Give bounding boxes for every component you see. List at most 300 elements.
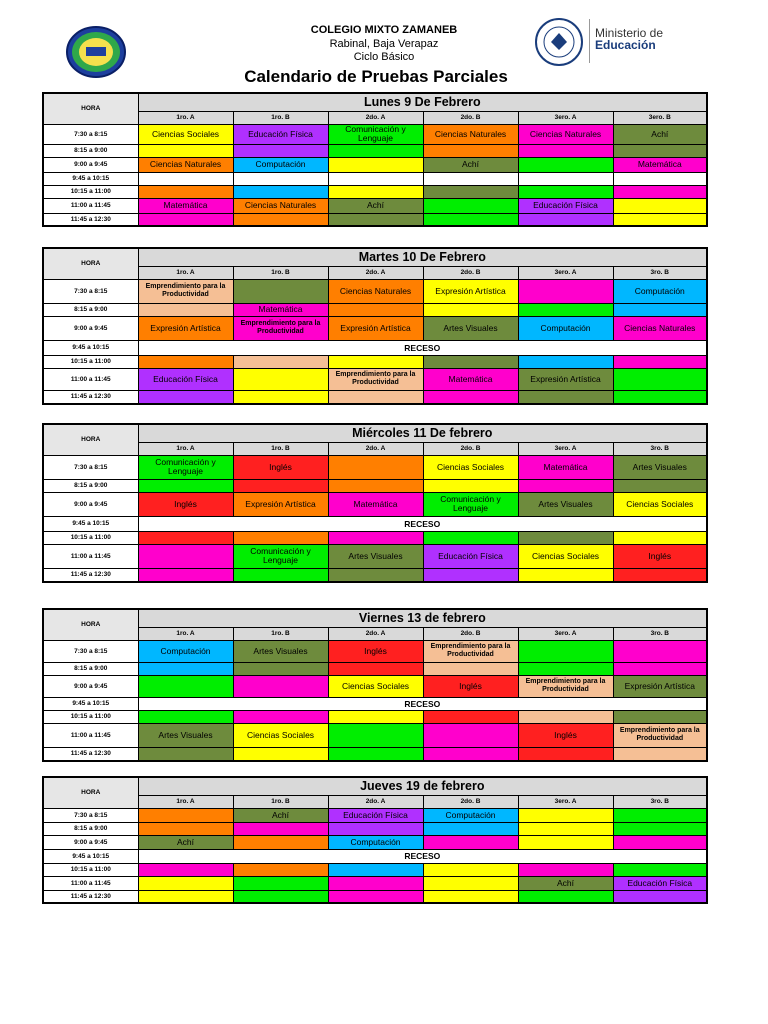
empty-cell (613, 710, 707, 723)
empty-cell (613, 368, 707, 390)
empty-cell (518, 662, 613, 675)
subject-cell: Matemática (328, 492, 423, 516)
grade-header: 3ro. B (613, 627, 707, 640)
time-slot: 9:00 a 9:45 (43, 675, 138, 697)
grade-header: 3ro. B (613, 442, 707, 455)
subject-cell: Matemática (613, 157, 707, 172)
time-slot: 9:45 a 10:15 (43, 340, 138, 355)
empty-cell (613, 568, 707, 582)
empty-cell (423, 890, 518, 903)
ministry-seal-icon (533, 17, 585, 67)
empty-cell (613, 822, 707, 835)
subject-cell: Emprendimiento para la Productividad (328, 368, 423, 390)
subject-cell: Artes Visuales (423, 316, 518, 340)
subject-cell: Achí (138, 835, 233, 849)
schedule-row (43, 492, 707, 516)
empty-cell (233, 185, 328, 198)
time-slot: 11:45 a 12:30 (43, 568, 138, 582)
schedule-row (43, 662, 707, 675)
time-slot: 9:45 a 10:15 (43, 172, 138, 185)
empty-cell (518, 144, 613, 157)
subject-cell: Matemática (233, 303, 328, 316)
empty-cell (518, 568, 613, 582)
empty-cell (423, 198, 518, 213)
time-slot: 7:30 a 8:15 (43, 455, 138, 479)
schedule-row (43, 531, 707, 544)
page-title: Calendario de Pruebas Parciales (244, 67, 508, 86)
time-slot: 8:15 a 9:00 (43, 144, 138, 157)
empty-cell (328, 172, 423, 185)
schedule-row (43, 144, 707, 157)
grade-header: 3ro. B (613, 795, 707, 808)
empty-cell (518, 710, 613, 723)
empty-cell (328, 710, 423, 723)
subject-cell: Artes Visuales (138, 723, 233, 747)
grade-header: 2do. B (423, 442, 518, 455)
schedule-row (43, 675, 707, 697)
empty-cell (613, 640, 707, 662)
schedule-table (42, 423, 708, 583)
empty-cell (613, 144, 707, 157)
empty-cell (138, 531, 233, 544)
empty-cell (138, 747, 233, 761)
empty-cell (613, 808, 707, 822)
subject-cell: Ciencias Sociales (423, 455, 518, 479)
empty-cell (328, 479, 423, 492)
empty-cell (328, 303, 423, 316)
schedule-row (43, 710, 707, 723)
subject-cell: Matemática (518, 455, 613, 479)
subject-cell: Artes Visuales (328, 544, 423, 568)
empty-cell (518, 835, 613, 849)
subject-cell: Computación (138, 640, 233, 662)
empty-cell (138, 144, 233, 157)
page-header (0, 0, 768, 92)
empty-cell (138, 863, 233, 876)
ministry-logo (533, 17, 683, 67)
empty-cell (138, 568, 233, 582)
subject-cell: Achí (233, 808, 328, 822)
grade-header: 3ero. A (518, 266, 613, 279)
time-slot: 8:15 a 9:00 (43, 479, 138, 492)
schedule-row (43, 835, 707, 849)
empty-cell (233, 213, 328, 226)
hora-header: HORA (43, 424, 138, 455)
empty-cell (613, 890, 707, 903)
grade-header: 1ro. B (233, 266, 328, 279)
grade-header: 1ro. B (233, 111, 328, 124)
grade-header: 1ro. B (233, 442, 328, 455)
subject-cell: Educación Física (233, 124, 328, 144)
grade-header: 1ro. A (138, 627, 233, 640)
subject-cell: Educación Física (518, 198, 613, 213)
empty-cell (423, 568, 518, 582)
subject-cell: Comunicación y Lenguaje (423, 492, 518, 516)
schedule-row (43, 808, 707, 822)
subject-cell: Emprendimiento para la Productividad (233, 316, 328, 340)
schedule-row (43, 368, 707, 390)
empty-cell (328, 662, 423, 675)
empty-cell (423, 355, 518, 368)
empty-cell (613, 835, 707, 849)
empty-cell (233, 531, 328, 544)
subject-cell: Inglés (518, 723, 613, 747)
empty-cell (233, 368, 328, 390)
empty-cell (233, 390, 328, 404)
empty-cell (138, 390, 233, 404)
empty-cell (138, 479, 233, 492)
empty-cell (138, 355, 233, 368)
empty-cell (233, 662, 328, 675)
subject-cell: Computación (233, 157, 328, 172)
grade-header: 2do. A (328, 111, 423, 124)
time-slot: 11:45 a 12:30 (43, 390, 138, 404)
grade-header: 2do. B (423, 266, 518, 279)
empty-cell (423, 213, 518, 226)
subject-cell: Emprendimiento para la Productividad (423, 640, 518, 662)
subject-cell: Computación (518, 316, 613, 340)
empty-cell (613, 185, 707, 198)
empty-cell (518, 890, 613, 903)
schedule-row (43, 568, 707, 582)
empty-cell (423, 479, 518, 492)
empty-cell (423, 835, 518, 849)
grade-header: 3ero. A (518, 111, 613, 124)
empty-cell (328, 185, 423, 198)
subject-cell: Inglés (233, 455, 328, 479)
schedule-row (43, 863, 707, 876)
time-slot: 11:00 a 11:45 (43, 368, 138, 390)
grade-header: 3ero. B (613, 111, 707, 124)
time-slot: 7:30 a 8:15 (43, 640, 138, 662)
empty-cell (138, 675, 233, 697)
schedule-row (43, 849, 707, 863)
empty-cell (518, 279, 613, 303)
subject-cell: Computación (613, 279, 707, 303)
empty-cell (518, 479, 613, 492)
empty-cell (233, 835, 328, 849)
empty-cell (518, 822, 613, 835)
subject-cell: Ciencias Sociales (233, 723, 328, 747)
empty-cell (233, 710, 328, 723)
time-slot: 10:15 a 11:00 (43, 531, 138, 544)
empty-cell (613, 303, 707, 316)
grade-header: 2do. A (328, 795, 423, 808)
empty-cell (328, 213, 423, 226)
schedule-row (43, 303, 707, 316)
schedule-row (43, 544, 707, 568)
ministry-line1: Ministerio de (595, 26, 664, 40)
subject-cell: Expresión Artística (518, 368, 613, 390)
empty-cell (233, 144, 328, 157)
subject-cell: Educación Física (328, 808, 423, 822)
empty-cell (328, 144, 423, 157)
empty-cell (328, 390, 423, 404)
empty-cell (138, 544, 233, 568)
time-slot: 8:15 a 9:00 (43, 662, 138, 675)
empty-cell (518, 808, 613, 822)
empty-cell (518, 157, 613, 172)
empty-cell (423, 390, 518, 404)
empty-cell (613, 662, 707, 675)
schedule-row (43, 213, 707, 226)
subject-cell: Inglés (613, 544, 707, 568)
subject-cell: Emprendimiento para la Productividad (138, 279, 233, 303)
time-slot: 9:45 a 10:15 (43, 849, 138, 863)
empty-cell (423, 822, 518, 835)
time-slot: 10:15 a 11:00 (43, 185, 138, 198)
time-slot: 11:00 a 11:45 (43, 198, 138, 213)
day-title: Lunes 9 De Febrero (138, 93, 707, 111)
empty-cell (233, 822, 328, 835)
empty-cell (233, 355, 328, 368)
schedule-row (43, 822, 707, 835)
time-slot: 11:00 a 11:45 (43, 544, 138, 568)
grade-header: 2do. B (423, 795, 518, 808)
empty-cell (138, 662, 233, 675)
empty-cell (423, 303, 518, 316)
subject-cell: Expresión Artística (233, 492, 328, 516)
day-title: Miércoles 11 De febrero (138, 424, 707, 442)
empty-cell (328, 822, 423, 835)
empty-cell (138, 808, 233, 822)
empty-cell (423, 144, 518, 157)
time-slot: 9:45 a 10:15 (43, 697, 138, 710)
subject-cell: Comunicación y Lenguaje (233, 544, 328, 568)
schedule-table (42, 247, 708, 405)
empty-cell (423, 863, 518, 876)
time-slot: 7:30 a 8:15 (43, 808, 138, 822)
subject-cell: Artes Visuales (613, 455, 707, 479)
empty-cell (613, 747, 707, 761)
empty-cell (423, 747, 518, 761)
schedule-row (43, 279, 707, 303)
subject-cell: Inglés (138, 492, 233, 516)
grade-header: 3ero. A (518, 627, 613, 640)
empty-cell (518, 185, 613, 198)
empty-cell (233, 863, 328, 876)
time-slot: 11:45 a 12:30 (43, 213, 138, 226)
subject-cell: Matemática (138, 198, 233, 213)
grade-header: 1ro. A (138, 266, 233, 279)
schedule-row (43, 340, 707, 355)
grade-header: 2do. B (423, 627, 518, 640)
empty-cell (233, 568, 328, 582)
receso-cell: RECESO (138, 849, 707, 863)
empty-cell (138, 185, 233, 198)
empty-cell (328, 531, 423, 544)
school-cycle: Ciclo Básico (353, 51, 415, 63)
ministry-line2: Educación (595, 38, 656, 52)
schedule-row (43, 723, 707, 747)
grade-header: 2do. A (328, 442, 423, 455)
empty-cell (613, 863, 707, 876)
hora-header: HORA (43, 609, 138, 640)
schedule-row (43, 890, 707, 903)
empty-cell (138, 890, 233, 903)
empty-cell (613, 531, 707, 544)
subject-cell: Computación (328, 835, 423, 849)
time-slot: 10:15 a 11:00 (43, 710, 138, 723)
empty-cell (423, 172, 518, 185)
subject-cell: Educación Física (423, 544, 518, 568)
empty-cell (328, 723, 423, 747)
subject-cell: Comunicación y Lenguaje (328, 124, 423, 144)
subject-cell: Ciencias Naturales (613, 316, 707, 340)
empty-cell (233, 747, 328, 761)
subject-cell: Expresión Artística (613, 675, 707, 697)
time-slot: 11:45 a 12:30 (43, 890, 138, 903)
subject-cell: Matemática (423, 368, 518, 390)
schedule-row (43, 172, 707, 185)
grade-header: 2do. B (423, 111, 518, 124)
subject-cell: Ciencias Naturales (328, 279, 423, 303)
empty-cell (328, 568, 423, 582)
empty-cell (518, 747, 613, 761)
empty-cell (613, 390, 707, 404)
empty-cell (233, 890, 328, 903)
subject-cell: Ciencias Naturales (233, 198, 328, 213)
time-slot: 10:15 a 11:00 (43, 355, 138, 368)
schedule-row (43, 876, 707, 890)
time-slot: 11:00 a 11:45 (43, 723, 138, 747)
schedule-row (43, 355, 707, 368)
schedule-table (42, 608, 708, 762)
grade-header: 3ro. B (613, 266, 707, 279)
subject-cell: Achí (328, 198, 423, 213)
empty-cell (138, 303, 233, 316)
empty-cell (613, 213, 707, 226)
subject-cell: Computación (423, 808, 518, 822)
empty-cell (613, 355, 707, 368)
subject-cell: Ciencias Sociales (613, 492, 707, 516)
empty-cell (423, 185, 518, 198)
grade-header: 1ro. A (138, 111, 233, 124)
time-slot: 11:00 a 11:45 (43, 876, 138, 890)
empty-cell (328, 890, 423, 903)
subject-cell: Artes Visuales (518, 492, 613, 516)
schedule-table (42, 776, 708, 904)
subject-cell: Ciencias Naturales (138, 157, 233, 172)
empty-cell (328, 863, 423, 876)
time-slot: 9:00 a 9:45 (43, 835, 138, 849)
schedule-row (43, 455, 707, 479)
empty-cell (328, 157, 423, 172)
time-slot: 11:45 a 12:30 (43, 747, 138, 761)
empty-cell (138, 213, 233, 226)
time-slot: 7:30 a 8:15 (43, 124, 138, 144)
subject-cell: Inglés (423, 675, 518, 697)
hora-header: HORA (43, 93, 138, 124)
hora-header: HORA (43, 777, 138, 808)
school-location: Rabinal, Baja Verapaz (329, 38, 439, 50)
schedule-table (42, 92, 708, 227)
day-title: Viernes 13 de febrero (138, 609, 707, 627)
empty-cell (518, 531, 613, 544)
subject-cell: Ciencias Sociales (328, 675, 423, 697)
empty-cell (518, 390, 613, 404)
empty-cell (233, 172, 328, 185)
receso-cell: RECESO (138, 697, 707, 710)
schedule-row (43, 640, 707, 662)
grade-header: 2do. A (328, 266, 423, 279)
subject-cell: Educación Física (613, 876, 707, 890)
schedule-row (43, 479, 707, 492)
subject-cell: Emprendimiento para la Productividad (518, 675, 613, 697)
subject-cell: Achí (518, 876, 613, 890)
time-slot: 7:30 a 8:15 (43, 279, 138, 303)
schedule-row (43, 316, 707, 340)
subject-cell: Ciencias Naturales (423, 124, 518, 144)
subject-cell: Expresión Artística (328, 316, 423, 340)
empty-cell (518, 640, 613, 662)
subject-cell: Ciencias Sociales (138, 124, 233, 144)
empty-cell (233, 675, 328, 697)
subject-cell: Comunicación y Lenguaje (138, 455, 233, 479)
time-slot: 9:45 a 10:15 (43, 516, 138, 531)
empty-cell (423, 531, 518, 544)
grade-header: 3ero. A (518, 442, 613, 455)
grade-header: 2do. A (328, 627, 423, 640)
grade-header: 3ero. A (518, 795, 613, 808)
empty-cell (138, 172, 233, 185)
day-title: Jueves 19 de febrero (138, 777, 707, 795)
empty-cell (518, 172, 613, 185)
empty-cell (423, 662, 518, 675)
empty-cell (613, 198, 707, 213)
subject-cell: Ciencias Naturales (518, 124, 613, 144)
ministry-divider (589, 19, 590, 63)
empty-cell (423, 723, 518, 747)
empty-cell (423, 876, 518, 890)
grade-header: 1ro. A (138, 442, 233, 455)
schedule-row (43, 747, 707, 761)
subject-cell: Inglés (328, 640, 423, 662)
subject-cell: Achí (423, 157, 518, 172)
subject-cell: Emprendimiento para la Productividad (613, 723, 707, 747)
empty-cell (518, 355, 613, 368)
empty-cell (233, 479, 328, 492)
empty-cell (233, 279, 328, 303)
time-slot: 9:00 a 9:45 (43, 492, 138, 516)
time-slot: 8:15 a 9:00 (43, 303, 138, 316)
subject-cell: Educación Física (138, 368, 233, 390)
subject-cell: Artes Visuales (233, 640, 328, 662)
grade-header: 1ro. B (233, 627, 328, 640)
empty-cell (233, 876, 328, 890)
empty-cell (518, 303, 613, 316)
schedule-row (43, 516, 707, 531)
day-title: Martes 10 De Febrero (138, 248, 707, 266)
empty-cell (328, 747, 423, 761)
receso-cell: RECESO (138, 516, 707, 531)
time-slot: 10:15 a 11:00 (43, 863, 138, 876)
schedule-row (43, 697, 707, 710)
empty-cell (518, 863, 613, 876)
time-slot: 8:15 a 9:00 (43, 822, 138, 835)
empty-cell (138, 876, 233, 890)
subject-cell: Achí (613, 124, 707, 144)
grade-header: 1ro. B (233, 795, 328, 808)
empty-cell (328, 876, 423, 890)
receso-cell: RECESO (138, 340, 707, 355)
subject-cell: Expresión Artística (423, 279, 518, 303)
school-name: COLEGIO MIXTO ZAMANEB (310, 24, 458, 36)
time-slot: 9:00 a 9:45 (43, 316, 138, 340)
schedule-row (43, 157, 707, 172)
empty-cell (613, 479, 707, 492)
schedule-row (43, 124, 707, 144)
